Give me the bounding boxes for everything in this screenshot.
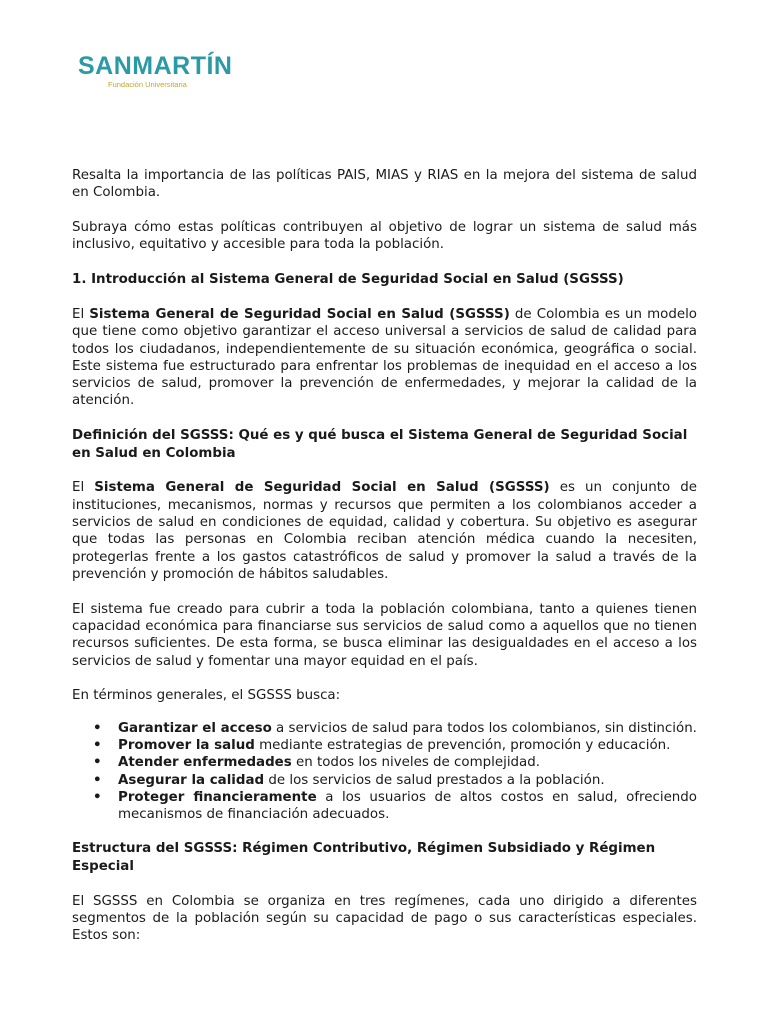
logo [78,52,233,89]
logo-subtitle: Fundación Universitaria [108,80,187,89]
document-body [72,167,697,962]
structure-paragraph-1: El SGSSS en Colombia se organiza en tres regímenes, cada uno dirigido a diferentes segmentos de la población según su capacidad de pago o sus características especiales. Estos son: [72,893,697,944]
definition-paragraph-3: En términos generales, el SGSSS busca: [72,688,341,704]
section-heading-definition: Definición del SGSSS: Qué es y qué busca el Sistema General de Seguridad Social en Salud en Colombia [72,428,688,461]
list-item: • Atender enfermedades en todos los niveles de complejidad. [118,754,697,771]
section1-paragraph: El Sistema General de Seguridad Social en Salud (SGSSS) de Colombia es un modelo que tiene como objetivo garantizar el acceso universal a servicios de salud de calidad para todos los ciudadanos, independientemente de su situación económica, geográfica o social. Este sistema fue estructurado para enfrentar los problemas de inequidad en el acceso a los servicios de salud, promover la prevención de enfermedades, y mejorar la calidad de la atención. [72,306,697,409]
section-heading-structure: Estructura del SGSSS: Régimen Contributivo, Régimen Subsidiado y Régimen Especial [72,841,656,874]
definition-paragraph-1: El Sistema General de Seguridad Social en Salud (SGSSS) es un conjunto de instituciones, mecanismos, normas y recursos que permiten a los colombianos acceder a servicios de salud en condiciones de equidad, calidad y cobertura. Su objetivo es asegurar que todas las personas en Colombia reciban atención médica cuando la necesiten, protegerlas frente a los gastos catastróficos de salud y promover la salud a través de la prevención y promoción de hábitos saludables. [72,480,697,582]
list-item: • Asegurar la calidad de los servicios de salud prestados a la población. [118,772,697,789]
definition-paragraph-2: El sistema fue creado para cubrir a toda la población colombiana, tanto a quienes tienen capacidad económica para financiarse sus servicios de salud como a aquellos que no tienen recursos suficientes. De esta forma, se busca eliminar las desigualdades en el acceso a los servicios de salud y fomentar una mayor equidad en el país. [72,601,697,669]
list-item: • Proteger financieramente a los usuarios de altos costos en salud, ofreciendo mecanismos de financiación adecuados. [118,789,697,824]
goals-list [72,720,697,824]
intro-paragraph-1: Resalta la importancia de las políticas PAIS, MIAS y RIAS en la mejora del sistema de salud en Colombia. [72,168,697,201]
list-item: • Promover la salud mediante estrategias de prevención, promoción y educación. [118,737,697,754]
logo-wordmark: SANMARTÍN [78,52,233,80]
list-item: • Garantizar el acceso a servicios de salud para todos los colombianos, sin distinción. [118,720,697,737]
section-heading-introduction: 1. Introducción al Sistema General de Seguridad Social en Salud (SGSSS) [72,272,624,288]
intro-paragraph-2: Subraya cómo estas políticas contribuyen al objetivo de lograr un sistema de salud más inclusivo, equitativo y accesible para toda la población. [72,220,697,253]
